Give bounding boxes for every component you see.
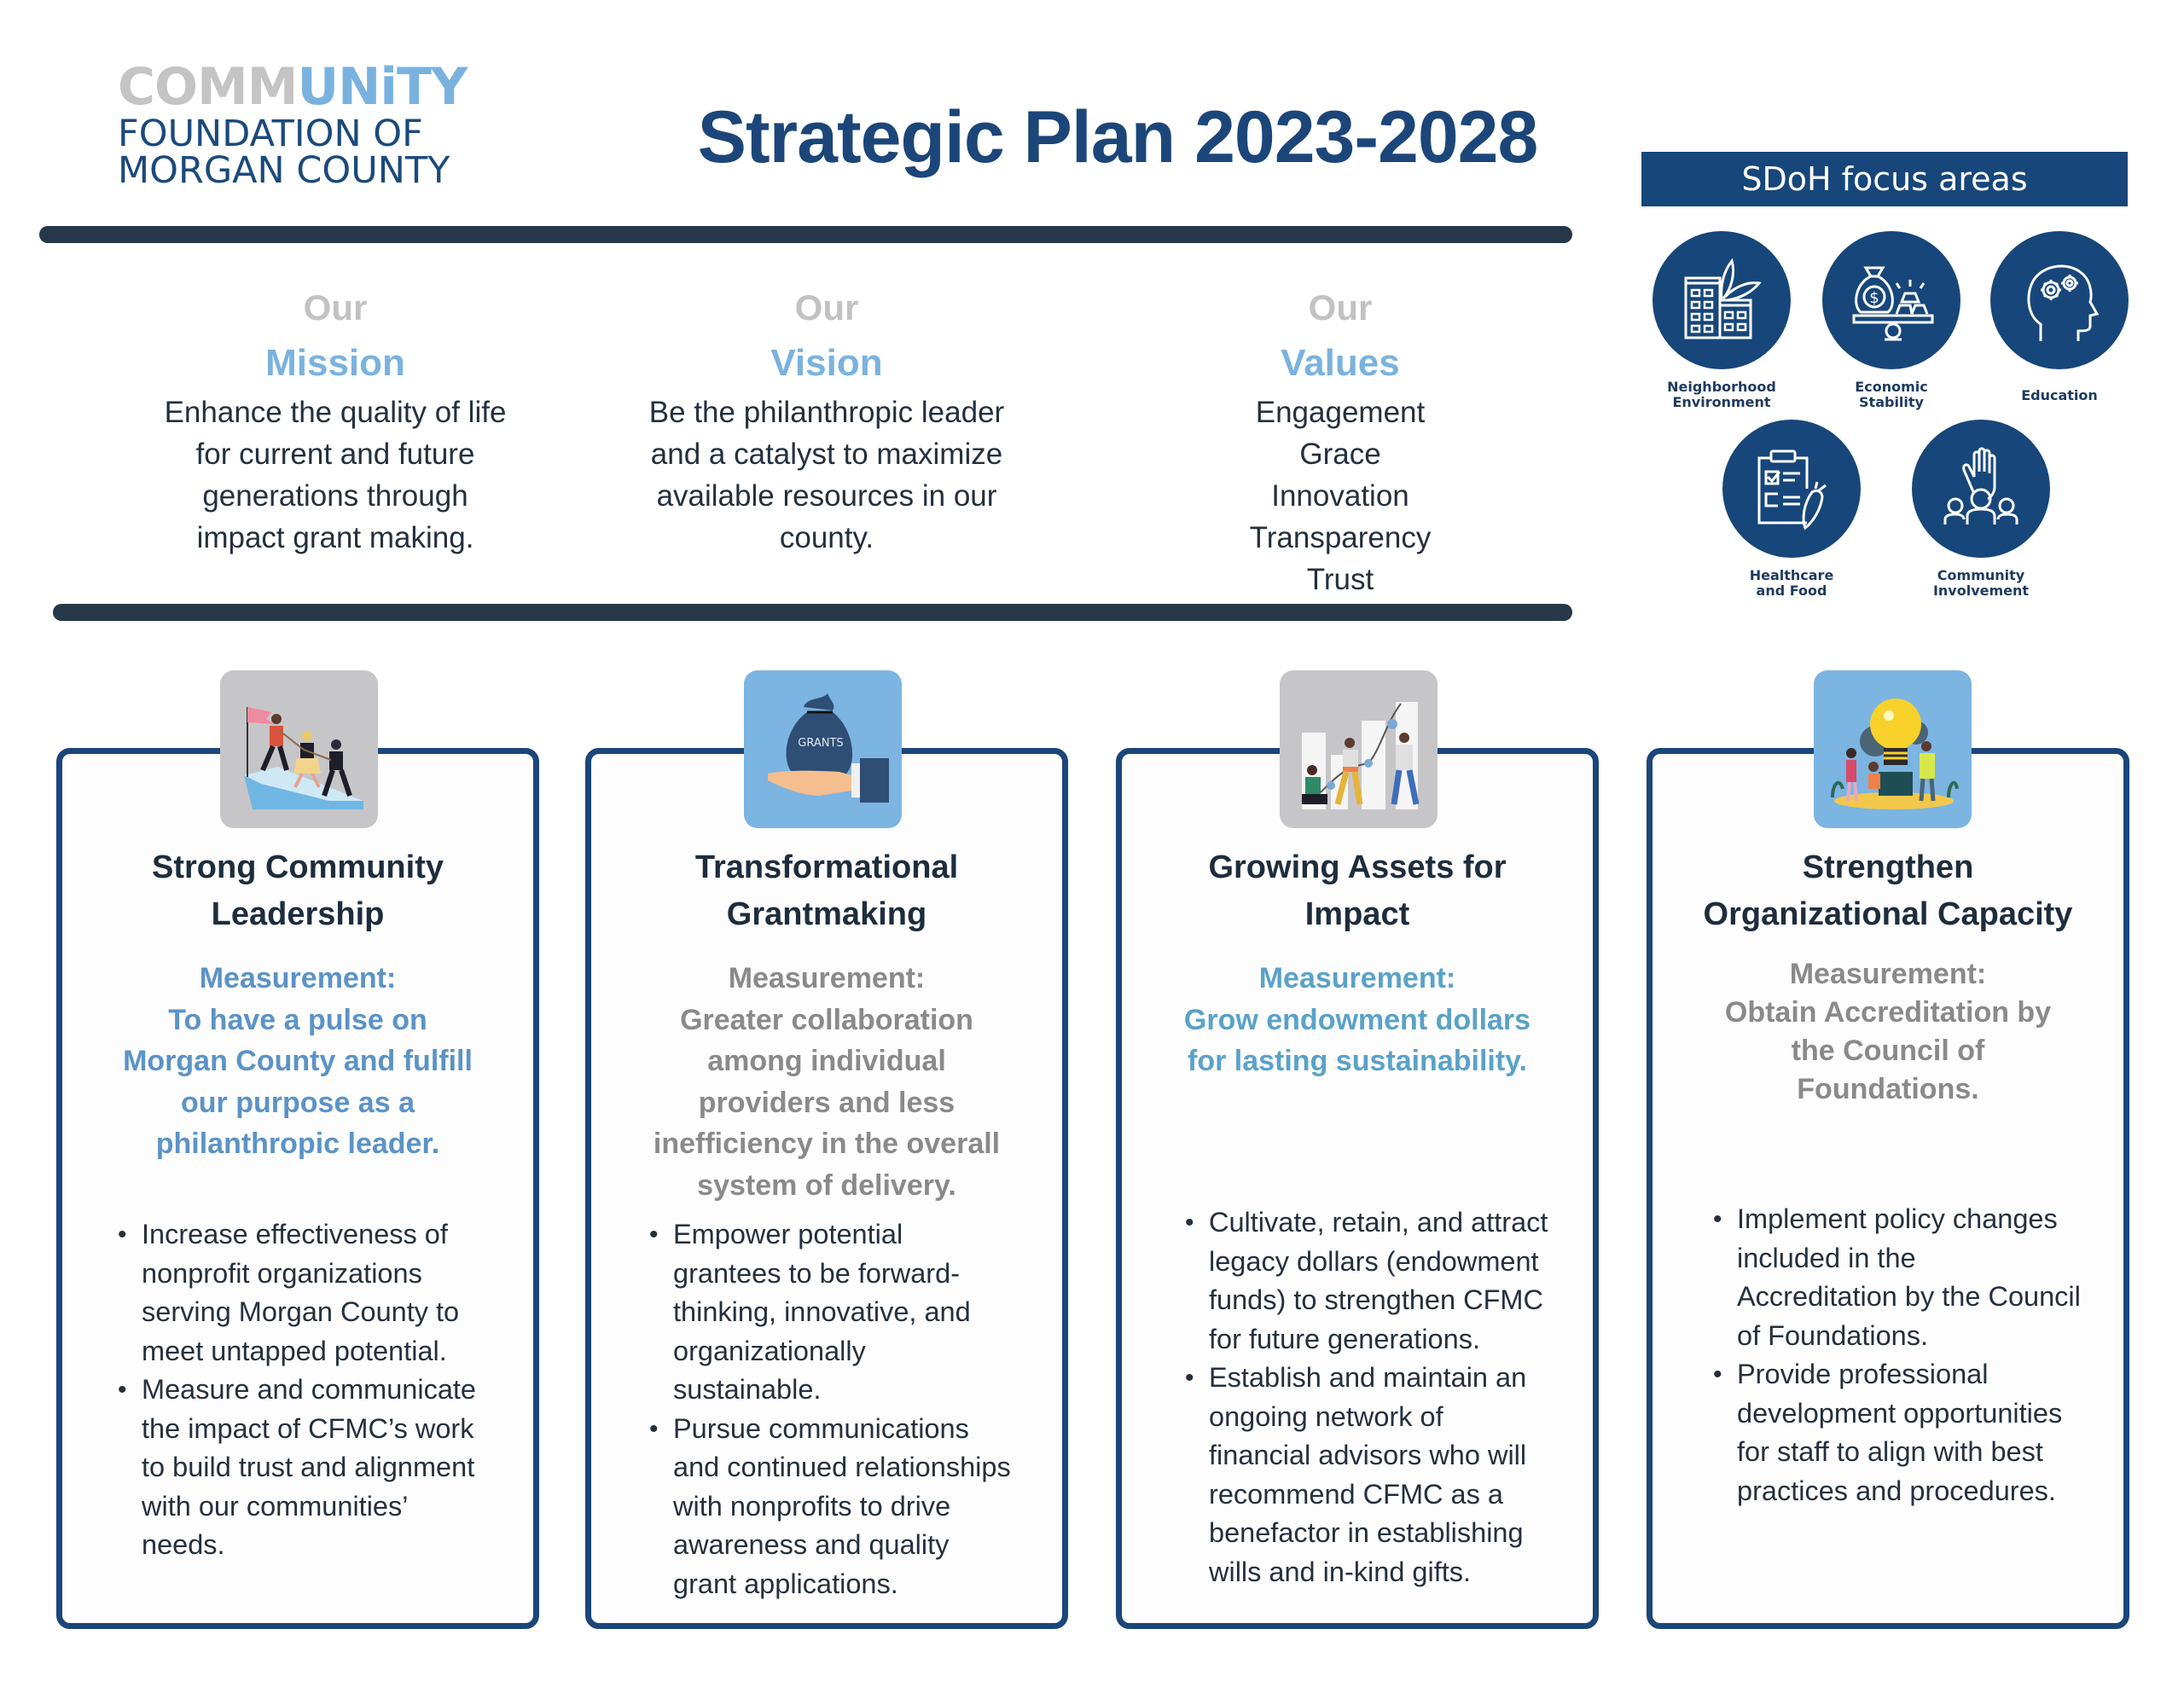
sdoh-economic-stability: [1806, 231, 1977, 410]
card-title: Strong Community Leadership: [152, 849, 444, 932]
divider-top: [39, 226, 1572, 243]
grants-bag-hand-illustration: [744, 670, 902, 828]
vision-section: [605, 286, 1048, 559]
mission-section: [113, 286, 557, 559]
svg-text:$: $: [1869, 289, 1879, 307]
mission-our: Our: [303, 287, 368, 328]
bullet-item: • Cultivate, retain, and attract legacy dollars (endowment funds) to strengthen CFMC for future generations.: [1185, 1203, 1577, 1359]
sdoh-label: Healthcare and Food: [1749, 567, 1834, 599]
sdoh-heading: SDoH focus areas: [1641, 152, 2128, 206]
card-bullets: [118, 1215, 510, 1565]
sdoh-neighborhood-environment: [1636, 231, 1807, 410]
sdoh-education: [1974, 231, 2145, 403]
value-item: Engagement: [1255, 396, 1426, 429]
value-item: Grace: [1299, 438, 1381, 471]
buildings-icon: [1653, 231, 1791, 369]
card-measurement: Measurement: Grow endowment dollars for lasting sustainability.: [1183, 962, 1531, 1077]
bullet-item: • Increase effectiveness of nonprofit organizations serving Morgan County to meet untapped potential.: [118, 1215, 510, 1371]
value-item: Innovation: [1271, 479, 1409, 513]
mission-text: Enhance the quality of life for current and future generations through impact grant making.: [164, 396, 507, 554]
sdoh-community-involvement: [1896, 420, 2066, 599]
mission-heading: Mission: [265, 342, 405, 384]
card-bullets: [1713, 1200, 2106, 1510]
clipboard-carrot-icon: [1722, 420, 1861, 558]
card-title: Growing Assets for Impact: [1208, 849, 1507, 932]
bullet-item: • Pursue communications and continued relationships with nonprofits to drive awareness and quality grant applications.: [649, 1410, 1042, 1604]
sdoh-healthcare-food: [1706, 420, 1877, 599]
bullet-item: • Provide professional development opportunities for staff to align with best practices and procedures.: [1713, 1355, 2106, 1510]
page-title: Strategic Plan 2023-2028: [697, 96, 1538, 178]
divider-bottom: [53, 604, 1572, 621]
lightbulb-team-illustration: [1814, 670, 1972, 828]
bullet-item: • Measure and communicate the impact of CFMC’s work to build trust and alignment with our communities’ needs.: [118, 1371, 510, 1565]
vision-heading: Vision: [770, 342, 883, 384]
raised-hand-people-icon: [1912, 420, 2050, 558]
logo-line-2: FOUNDATION OF: [118, 113, 423, 155]
card-bullets: [1185, 1203, 1577, 1591]
values-section: [1118, 286, 1562, 600]
growth-chart-team-illustration: [1280, 670, 1438, 828]
value-item: Transparency: [1249, 521, 1432, 554]
logo: [118, 57, 493, 192]
sdoh-label: Neighborhood Environment: [1667, 379, 1776, 410]
card-bullets: [649, 1215, 1042, 1603]
value-item: Trust: [1306, 563, 1374, 596]
card-measurement: Measurement: To have a pulse on Morgan County and fulfill our purpose as a philanthropic leader.: [123, 962, 473, 1160]
climbing-team-illustration: [220, 670, 378, 828]
card-measurement: Measurement: Greater collaboration among individual providers and less inefficiency in the overall system of delivery.: [653, 962, 1001, 1202]
bullet-item: • Empower potential grantees to be forward- thinking, innovative, and organizationally sustainable.: [649, 1215, 1042, 1410]
money-scale-icon: [1822, 231, 1960, 369]
sdoh-label: Community Involvement: [1932, 567, 2030, 599]
bullet-item: • Implement policy changes included in the Accreditation by the Council of Foundations.: [1713, 1200, 2106, 1355]
logo-line-1: COMMUNiTY: [118, 57, 468, 117]
card-title: Transformational Grantmaking: [694, 849, 959, 932]
vision-our: Our: [794, 287, 859, 328]
values-list: [1118, 391, 1562, 600]
logo-line-3: MORGAN COUNTY: [118, 149, 450, 192]
svg-text:GRANTS: GRANTS: [797, 736, 844, 750]
values-our: Our: [1308, 287, 1373, 328]
sdoh-label: Education: [2021, 387, 2098, 403]
card-measurement: Measurement: Obtain Accreditation by the Council of Foundations.: [1724, 958, 2052, 1105]
head-gears-icon: [1990, 231, 2129, 369]
bullet-item: • Establish and maintain an ongoing network of financial advisors who will recommend CFMC as a benefactor in establishing wills and in-kind gifts.: [1185, 1359, 1577, 1591]
vision-text: Be the philanthropic leader and a catalyst to maximize available resources in our county.: [648, 396, 1005, 554]
sdoh-label: Economic Stability: [1855, 379, 1928, 410]
values-heading: Values: [1281, 342, 1400, 384]
card-title: Strengthen Organizational Capacity: [1703, 849, 2073, 932]
